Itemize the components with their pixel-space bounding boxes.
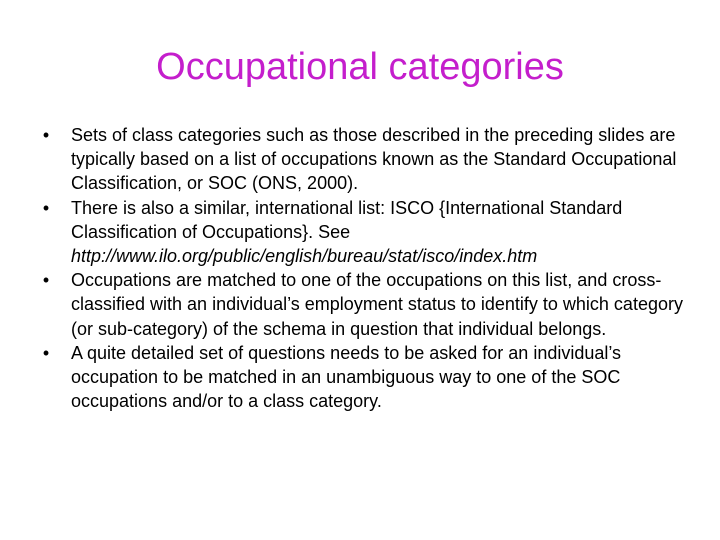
bullet-list — [36, 123, 688, 413]
bullet-icon: • — [42, 197, 50, 218]
bullet-item-occupation-lists — [36, 123, 688, 196]
slide-title: Occupational categories — [156, 46, 564, 88]
bullet-text: Occupations are matched to one of the occupations on this list, and cross-classified with an individual’s employment status to identify to which category (or sub-category) of the schema in question that individual belongs. — [71, 270, 683, 339]
bullet-text: Sets of class categories such as those described in the preceding slides are typically based on a list of occupations known as the Standard Occupational Classification, or SOC (ONS, 2000). — [71, 125, 677, 194]
bullet-icon: • — [42, 342, 50, 363]
bullet-icon: • — [42, 125, 50, 145]
bullet-item-questions — [36, 341, 688, 414]
bullet-text: A quite detailed set of questions needs to be asked for an individual’s occupation to be matched in an unambiguous way to one of the SOC occupations and/or to a class category. — [71, 342, 622, 412]
isco-url-link[interactable]: http://www.ilo.org/public/english/bureau/stat/isco/index.htm — [71, 246, 538, 267]
bullet-item-matching — [36, 268, 688, 341]
bullet-icon: • — [42, 270, 50, 291]
bullet-text: There is also a similar, international list: ISCO {International Standard Classification of Occupations}. See — [71, 197, 623, 242]
bullet-item-isco — [36, 196, 688, 269]
